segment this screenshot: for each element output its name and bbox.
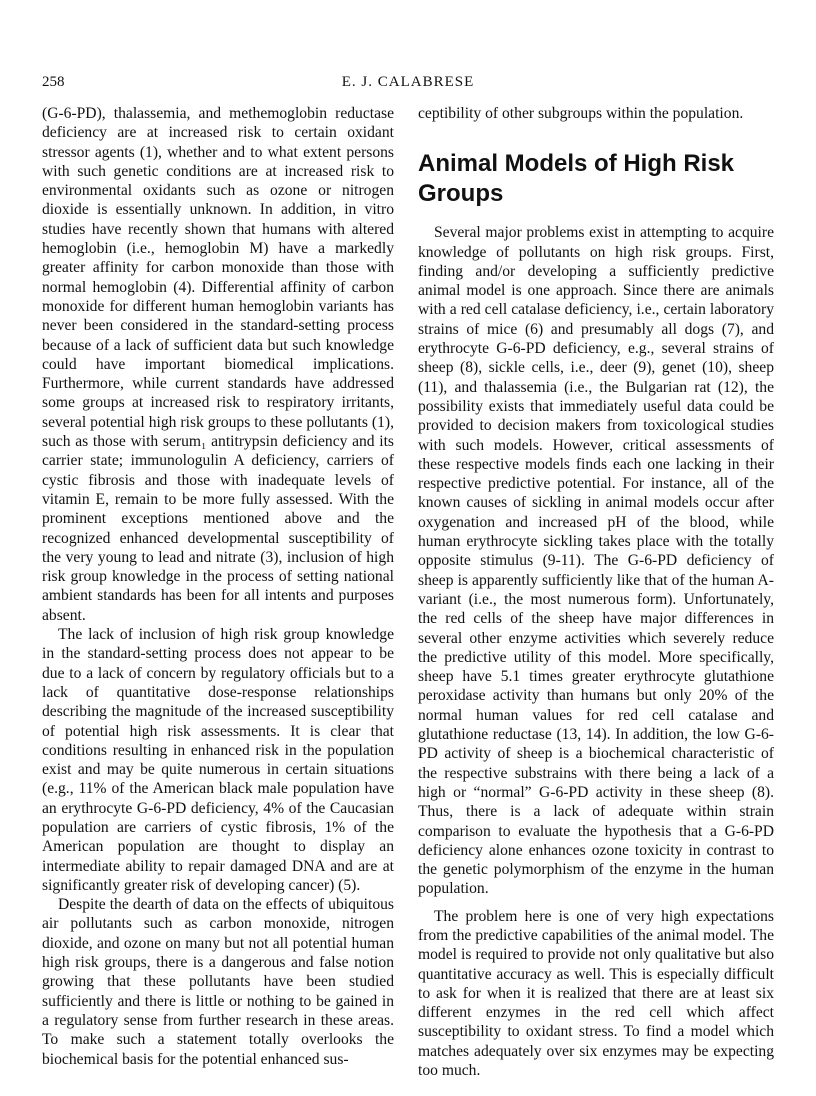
paragraph: Several major problems exist in attempting to acquire knowledge of pollutants on high risk groups. First, finding and/or developing a sufficiently predictive animal model is one approach. Since there are animals with a red cell catalase deficiency, i.e., certain laboratory strains of mice (6) and presumably all dogs (7), and erythrocyte G-6-PD deficiency, e.g., several strains of sheep (8), sickle cells, i.e., deer (9), genet (10), sheep (11), and thalassemia (i.e., the Bulgarian rat (12), the possibility exists that immediately useful data could be provided to decision makers from toxicological studies with such models. However, critical assessments of these respective models finds each one lacking in their respective predictive potential. For instance, all of the known causes of sickling in animal models occur after oxygenation and increased pH of the blood, while human erythrocyte sickling takes place with the totally opposite stimulus (9-11). The G-6-PD deficiency of sheep is apparently sufficiently like that of the human A-variant (i.e., the most numerous form). Unfortunately, the red cells of the sheep have major differences in several other enzyme activities which severely reduce the predictive utility of this model. More specifically, sheep have 5.1 times greater erythrocyte glutathione peroxidase activity than humans but only 20% of the normal human values for red cell catalase and glutathione reductase (13, 14). In addition, the low G-6-PD activity of sheep is a biochemical characteristic of the respective substrains with there being a lack of a high or “normal” G-6-PD activity in these sheep (8). Thus, there is a lack of adequate within strain comparison to evaluate the hypothesis that a G-6-PD deficiency alone enhances ozone toxicity in contrast to the genetic polymorphism of the enzyme in the human population.: [418, 224, 774, 898]
running-head: E. J. CALABRESE: [341, 74, 475, 90]
page-header: [42, 74, 774, 98]
paragraph: ceptibility of other subgroups within the population.: [418, 105, 744, 122]
paragraph: Despite the dearth of data on the effects of ubiquitous air pollutants such as carbon monoxide, nitrogen dioxide, and ozone on many but not all potential human high risk groups, there is a dangerous and false notion growing that these pollutants have been studied sufficiently and there is little or nothing to be gained in a regulatory sense from further research in these areas. To make such a statement totally overlooks the biochemical basis for the potential enhanced sus-: [42, 896, 394, 1068]
page-number: 258: [42, 74, 65, 90]
paragraph: The problem here is one of very high expectations from the predictive capabilities of the animal model. The model is required to provide not only qualitative but also quantitative accuracy as well. This is especially difficult to ask for when it is realized that there are at least six different enzymes in the red cell which affect susceptibility to oxidant stress. To find a model which matches adequately over six enzymes may be expecting too much.: [418, 907, 774, 1080]
paragraph: (G-6-PD), thalassemia, and methemoglobin reductase deficiency are at increased risk to certain oxidant stressor agents (1), whether and to what extent persons with such genetic conditions are at increased risk to environmental oxidants such as ozone or nitrogen dioxide is essentially unknown. In addition, in vitro studies have recently shown that humans with altered hemoglobin (i.e., hemoglobin M) have a markedly greater affinity for carbon monoxide than those with normal hemoglobin (4). Differential affinity of carbon monoxide for different human hemoglobin variants has never been considered in the standard-setting process because of a lack of sufficient data but such knowledge could have important biomedical implications. Furthermore, while current standards have addressed some groups at increased risk to respiratory irritants, several potential high risk groups to these pollutants (1), such as those with serum₁ antitrypsin deficiency and its carrier state; immunologulin A deficiency, carriers of cystic fibrosis and those with inadequate levels of vitamin E, remain to be more fully assessed. With the prominent exceptions mentioned above and the recognized enhanced developmental susceptibility of the very young to lead and nitrate (3), inclusion of high risk group knowledge in the process of setting national ambient standards has been for all intents and purposes absent.: [42, 105, 394, 624]
right-column: [418, 104, 774, 1080]
paragraph: The lack of inclusion of high risk group knowledge in the standard-setting process does not appear to be due to a lack of concern by regulatory officials but to a lack of quantitative dose-response relationships describing the magnitude of the increased susceptibility of potential high risk assessments. It is clear that conditions resulting in enhanced risk in the population exist and may be quite numerous in certain situations (e.g., 11% of the American black male population have an erythrocyte G-6-PD deficiency, 4% of the Caucasian population are carriers of cystic fibrosis, 1% of the American population are thought to display an intermediate ability to repair damaged DNA and are at significantly greater risk of developing cancer) (5).: [42, 626, 394, 894]
section-heading: Animal Models of High Risk Groups: [418, 150, 735, 208]
left-column: [42, 104, 394, 1069]
